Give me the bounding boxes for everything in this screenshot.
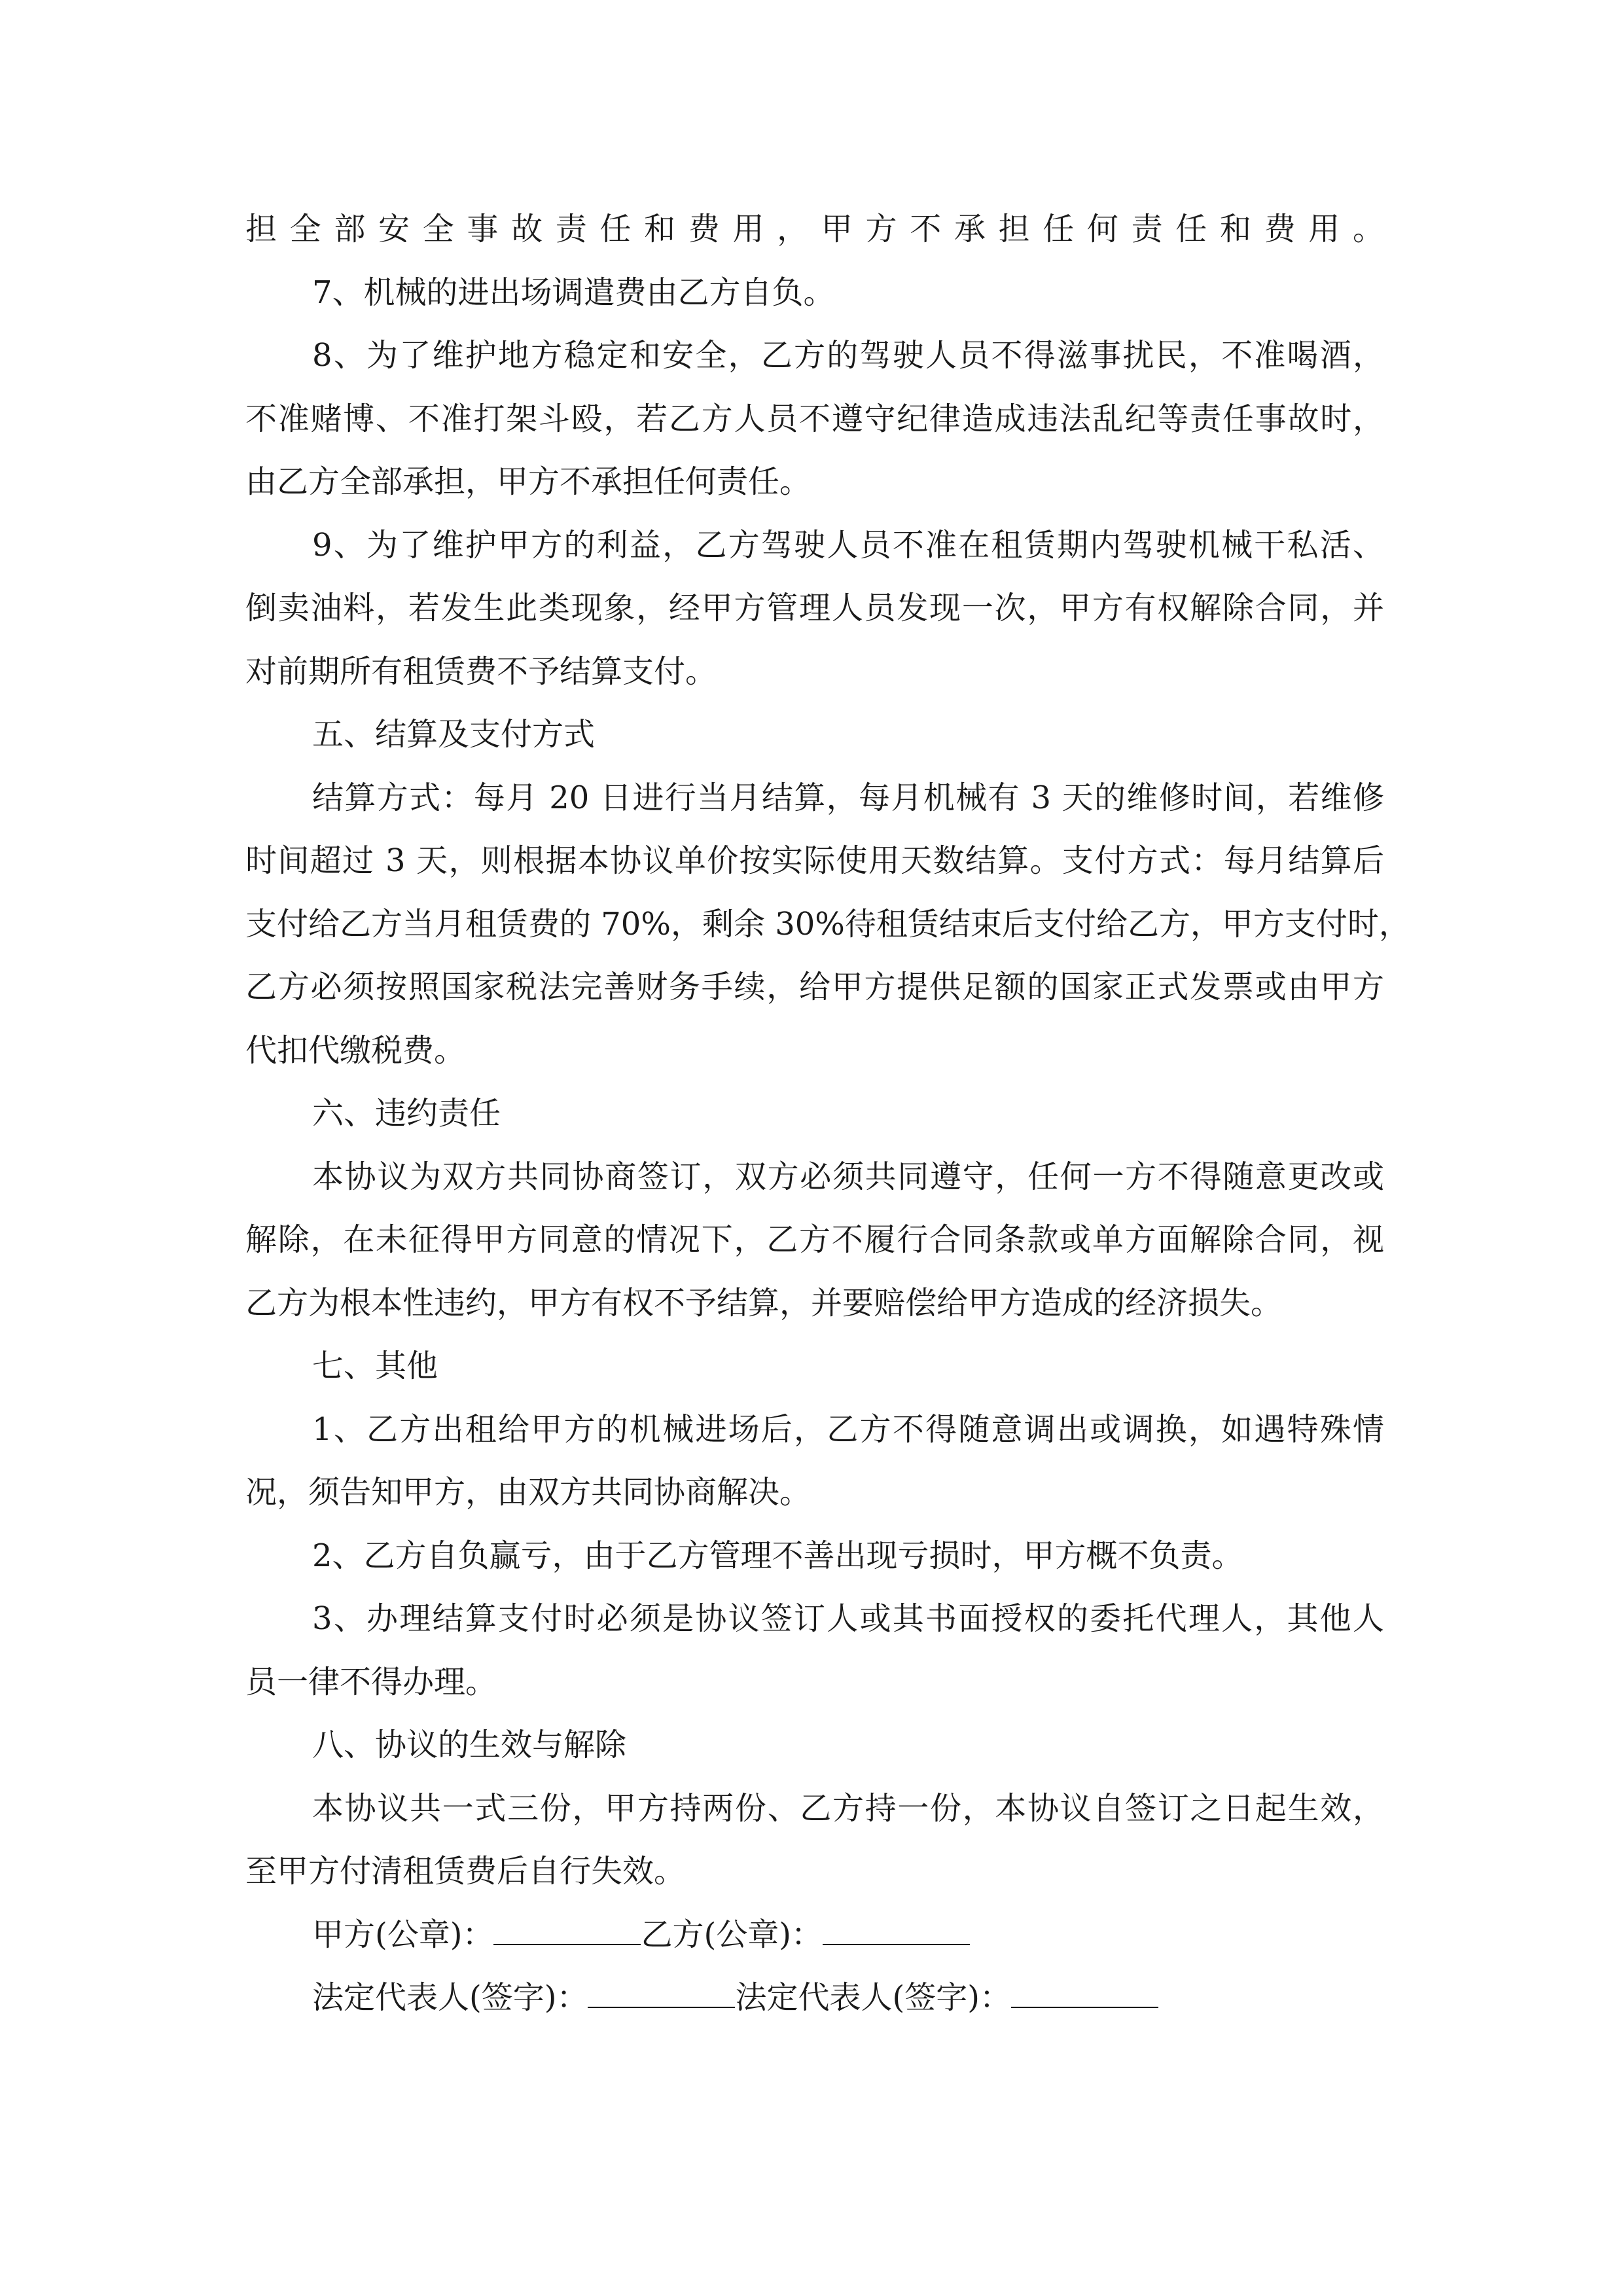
clause-8: 8、为了维护地方稳定和安全，乙方的驾驶人员不得滋事扰民，不准喝酒， — [312, 337, 1384, 374]
paragraph-line: 至甲方付清租赁费后自行失效。 — [245, 1853, 686, 1890]
party-a-seal-label: 甲方(公章)： — [312, 1916, 494, 1953]
signature-row-representative — [312, 1978, 1158, 2017]
paragraph-line: 对前期所有租赁费不予结算支付。 — [245, 653, 717, 690]
clause-9: 9、为了维护甲方的利益，乙方驾驶人员不准在租赁期内驾驶机械干私活、 — [312, 527, 1384, 564]
paragraph-line: 结算方式：每月 20 日进行当月结算，每月机械有 3 天的维修时间，若维修 — [312, 780, 1384, 816]
party-b-seal-blank — [823, 1915, 970, 1945]
rep-a-blank — [588, 1978, 735, 2008]
section-heading-6: 六、违约责任 — [312, 1095, 501, 1132]
paragraph-line: 倒卖油料，若发生此类现象，经甲方管理人员发现一次，甲方有权解除合同，并 — [245, 590, 1384, 626]
paragraph-line: 本协议共一式三份，甲方持两份、乙方持一份，本协议自签订之日起生效， — [312, 1790, 1384, 1827]
paragraph-line: 本协议为双方共同协商签订，双方必须共同遵守，任何一方不得随意更改或 — [312, 1158, 1384, 1195]
section-heading-8: 八、协议的生效与解除 — [312, 1727, 627, 1763]
paragraph-line: 支付给乙方当月租赁费的 70%，剩余 30%待租赁结束后支付给乙方，甲方支付时， — [245, 906, 1410, 942]
party-a-seal-blank — [493, 1915, 641, 1945]
clause-1: 1、乙方出租给甲方的机械进场后，乙方不得随意调出或调换，如遇特殊情 — [312, 1411, 1384, 1448]
paragraph-line: 解除，在未征得甲方同意的情况下，乙方不履行合同条款或单方面解除合同，视 — [245, 1221, 1384, 1258]
rep-b-blank — [1011, 1978, 1158, 2008]
paragraph-line: 乙方必须按照国家税法完善财务手续，给甲方提供足额的国家正式发票或由甲方 — [245, 969, 1384, 1005]
paragraph-line: 况，须告知甲方，由双方共同协商解决。 — [245, 1474, 812, 1511]
paragraph-line: 乙方为根本性违约，甲方有权不予结算，并要赔偿给甲方造成的经济损失。 — [245, 1285, 1283, 1321]
rep-a-label: 法定代表人(签字)： — [312, 1979, 588, 2016]
document-page — [245, 0, 1410, 2296]
clause-3: 3、办理结算支付时必须是协议签订人或其书面授权的委托代理人，其他人 — [312, 1600, 1384, 1637]
paragraph-line: 员一律不得办理。 — [245, 1664, 497, 1700]
paragraph-line: 不准赌博、不准打架斗殴，若乙方人员不遵守纪律造成违法乱纪等责任事故时， — [245, 401, 1384, 437]
clause-2: 2、乙方自负赢亏，由于乙方管理不善出现亏损时，甲方概不负责。 — [312, 1537, 1243, 1574]
party-b-seal-label: 乙方(公章)： — [641, 1916, 823, 1953]
paragraph-line: 代扣代缴税费。 — [245, 1032, 466, 1069]
section-heading-7: 七、其他 — [312, 1348, 438, 1384]
rep-b-label: 法定代表人(签字)： — [735, 1979, 1011, 2016]
paragraph-line: 由乙方全部承担，甲方不承担任何责任。 — [245, 463, 812, 500]
paragraph-line: 时间超过 3 天，则根据本协议单价按实际使用天数结算。支付方式：每月结算后 — [245, 842, 1384, 879]
paragraph-line: 担全部安全事故责任和费用，甲方不承担任何责任和费用。 — [245, 211, 1384, 247]
section-heading-5: 五、结算及支付方式 — [312, 716, 596, 753]
signature-row-seal — [312, 1915, 970, 1954]
clause-7: 7、机械的进出场调遣费由乙方自负。 — [312, 274, 835, 311]
